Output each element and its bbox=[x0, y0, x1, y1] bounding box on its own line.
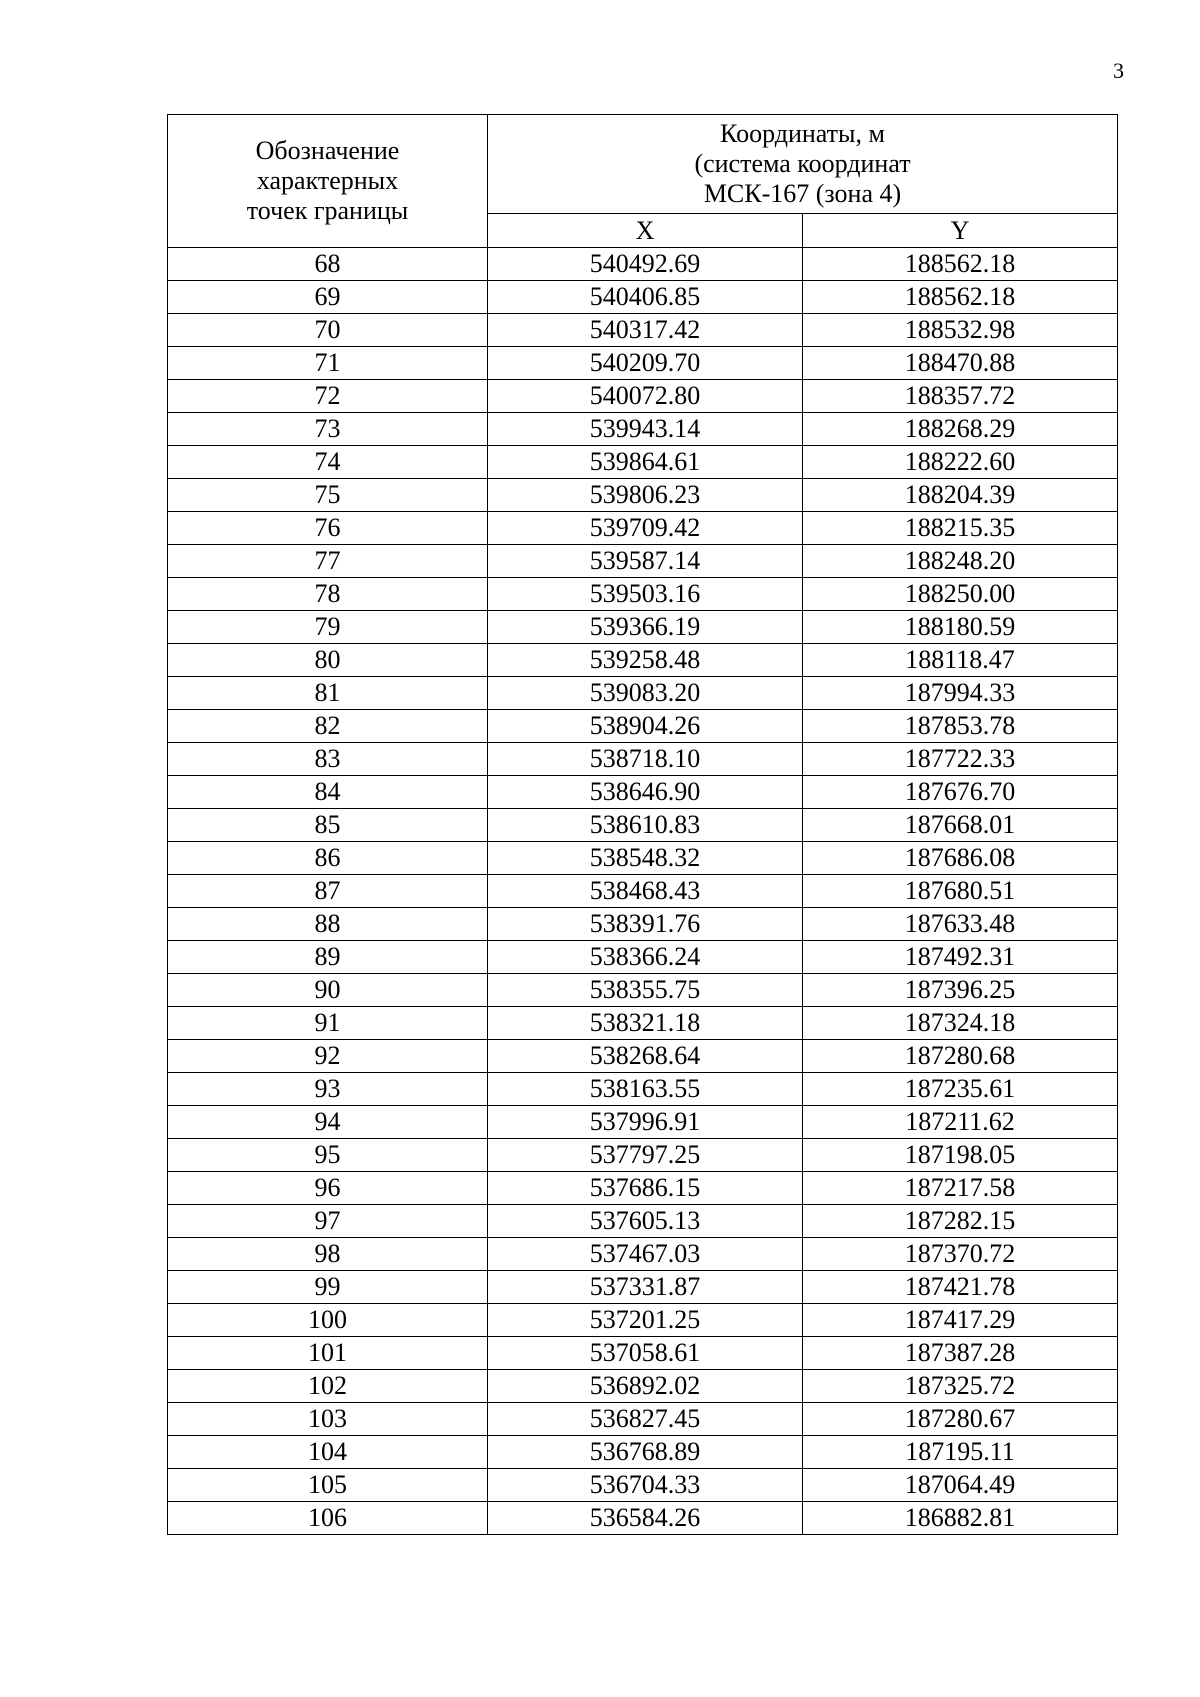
y-coordinate-cell: 187064.49 bbox=[803, 1469, 1118, 1502]
point-number-cell: 69 bbox=[168, 281, 488, 314]
table-row bbox=[168, 1403, 1118, 1436]
x-coordinate-cell: 538904.26 bbox=[488, 710, 803, 743]
y-coordinate-cell: 187668.01 bbox=[803, 809, 1118, 842]
y-coordinate-cell: 188562.18 bbox=[803, 281, 1118, 314]
table-row bbox=[168, 1436, 1118, 1469]
table-row bbox=[168, 578, 1118, 611]
x-coordinate-cell: 537467.03 bbox=[488, 1238, 803, 1271]
table-row bbox=[168, 1073, 1118, 1106]
table-row bbox=[168, 611, 1118, 644]
point-number-cell: 70 bbox=[168, 314, 488, 347]
y-coordinate-cell: 188180.59 bbox=[803, 611, 1118, 644]
x-coordinate-cell: 538163.55 bbox=[488, 1073, 803, 1106]
table-header bbox=[168, 115, 1118, 248]
y-coordinate-cell: 187676.70 bbox=[803, 776, 1118, 809]
y-coordinate-cell: 187492.31 bbox=[803, 941, 1118, 974]
table-body bbox=[168, 248, 1118, 1535]
table-row bbox=[168, 1304, 1118, 1337]
point-number-cell: 81 bbox=[168, 677, 488, 710]
y-coordinate-cell: 188248.20 bbox=[803, 545, 1118, 578]
x-coordinate-cell: 539366.19 bbox=[488, 611, 803, 644]
x-coordinate-cell: 536704.33 bbox=[488, 1469, 803, 1502]
y-coordinate-cell: 188470.88 bbox=[803, 347, 1118, 380]
point-number-cell: 102 bbox=[168, 1370, 488, 1403]
y-coordinate-cell: 188562.18 bbox=[803, 248, 1118, 281]
table-row bbox=[168, 1502, 1118, 1535]
point-number-cell: 97 bbox=[168, 1205, 488, 1238]
x-coordinate-cell: 538268.64 bbox=[488, 1040, 803, 1073]
point-number-cell: 92 bbox=[168, 1040, 488, 1073]
y-coordinate-cell: 187633.48 bbox=[803, 908, 1118, 941]
point-number-cell: 71 bbox=[168, 347, 488, 380]
point-number-cell: 101 bbox=[168, 1337, 488, 1370]
y-coordinate-cell: 188268.29 bbox=[803, 413, 1118, 446]
point-number-cell: 93 bbox=[168, 1073, 488, 1106]
table-row bbox=[168, 743, 1118, 776]
x-coordinate-cell: 538321.18 bbox=[488, 1007, 803, 1040]
table-row bbox=[168, 677, 1118, 710]
x-coordinate-cell: 540072.80 bbox=[488, 380, 803, 413]
x-coordinate-cell: 539806.23 bbox=[488, 479, 803, 512]
table-row bbox=[168, 1469, 1118, 1502]
x-coordinate-cell: 538610.83 bbox=[488, 809, 803, 842]
point-number-cell: 85 bbox=[168, 809, 488, 842]
x-coordinate-cell: 538718.10 bbox=[488, 743, 803, 776]
table-row bbox=[168, 1271, 1118, 1304]
y-coordinate-cell: 188204.39 bbox=[803, 479, 1118, 512]
point-designation-header bbox=[168, 115, 488, 248]
table-row bbox=[168, 380, 1118, 413]
point-number-cell: 95 bbox=[168, 1139, 488, 1172]
table-row bbox=[168, 1238, 1118, 1271]
y-coordinate-cell: 188215.35 bbox=[803, 512, 1118, 545]
table-row bbox=[168, 842, 1118, 875]
table-row bbox=[168, 413, 1118, 446]
table-row bbox=[168, 248, 1118, 281]
table-row bbox=[168, 347, 1118, 380]
table-row bbox=[168, 941, 1118, 974]
x-coordinate-cell: 537331.87 bbox=[488, 1271, 803, 1304]
x-coordinate-cell: 539709.42 bbox=[488, 512, 803, 545]
x-coordinate-cell: 540209.70 bbox=[488, 347, 803, 380]
point-number-cell: 106 bbox=[168, 1502, 488, 1535]
y-coordinate-cell: 187686.08 bbox=[803, 842, 1118, 875]
x-coordinate-cell: 539587.14 bbox=[488, 545, 803, 578]
point-number-cell: 105 bbox=[168, 1469, 488, 1502]
point-number-cell: 89 bbox=[168, 941, 488, 974]
y-coordinate-cell: 187282.15 bbox=[803, 1205, 1118, 1238]
x-coordinate-cell: 537686.15 bbox=[488, 1172, 803, 1205]
x-coordinate-cell: 538646.90 bbox=[488, 776, 803, 809]
y-coordinate-cell: 187722.33 bbox=[803, 743, 1118, 776]
x-coordinate-cell: 538391.76 bbox=[488, 908, 803, 941]
y-coordinate-cell: 187211.62 bbox=[803, 1106, 1118, 1139]
y-coordinate-cell: 187994.33 bbox=[803, 677, 1118, 710]
coords-header-line: МСК-167 (зона 4) bbox=[703, 179, 902, 208]
point-number-cell: 94 bbox=[168, 1106, 488, 1139]
table-row bbox=[168, 512, 1118, 545]
x-coordinate-cell: 538366.24 bbox=[488, 941, 803, 974]
point-header-line: характерных bbox=[256, 166, 399, 195]
table-row bbox=[168, 479, 1118, 512]
x-coordinate-cell: 539258.48 bbox=[488, 644, 803, 677]
coordinates-header bbox=[488, 115, 1118, 214]
y-coordinate-cell: 187680.51 bbox=[803, 875, 1118, 908]
x-coordinate-cell: 536892.02 bbox=[488, 1370, 803, 1403]
x-coordinate-cell: 540492.69 bbox=[488, 248, 803, 281]
table-row bbox=[168, 1007, 1118, 1040]
x-coordinate-cell: 536584.26 bbox=[488, 1502, 803, 1535]
table-row bbox=[168, 1172, 1118, 1205]
y-coordinate-cell: 187198.05 bbox=[803, 1139, 1118, 1172]
point-number-cell: 78 bbox=[168, 578, 488, 611]
x-coordinate-cell: 537996.91 bbox=[488, 1106, 803, 1139]
x-coordinate-cell: 540406.85 bbox=[488, 281, 803, 314]
point-number-cell: 80 bbox=[168, 644, 488, 677]
y-coordinate-cell: 187853.78 bbox=[803, 710, 1118, 743]
x-column-header: X bbox=[488, 214, 803, 248]
point-number-cell: 104 bbox=[168, 1436, 488, 1469]
point-number-cell: 96 bbox=[168, 1172, 488, 1205]
coordinates-table bbox=[167, 114, 1118, 1535]
y-coordinate-cell: 187324.18 bbox=[803, 1007, 1118, 1040]
table-row bbox=[168, 1337, 1118, 1370]
table-row bbox=[168, 776, 1118, 809]
y-coordinate-cell: 187421.78 bbox=[803, 1271, 1118, 1304]
point-number-cell: 100 bbox=[168, 1304, 488, 1337]
x-coordinate-cell: 536827.45 bbox=[488, 1403, 803, 1436]
x-coordinate-cell: 539943.14 bbox=[488, 413, 803, 446]
page-number: 3 bbox=[1113, 58, 1124, 83]
point-number-cell: 76 bbox=[168, 512, 488, 545]
point-number-cell: 103 bbox=[168, 1403, 488, 1436]
x-coordinate-cell: 538468.43 bbox=[488, 875, 803, 908]
table-row bbox=[168, 974, 1118, 1007]
point-number-cell: 72 bbox=[168, 380, 488, 413]
x-coordinate-cell: 540317.42 bbox=[488, 314, 803, 347]
table-row bbox=[168, 1040, 1118, 1073]
table-row bbox=[168, 314, 1118, 347]
x-coordinate-cell: 537797.25 bbox=[488, 1139, 803, 1172]
y-coordinate-cell: 187396.25 bbox=[803, 974, 1118, 1007]
table-row bbox=[168, 875, 1118, 908]
point-number-cell: 88 bbox=[168, 908, 488, 941]
table-row bbox=[168, 1106, 1118, 1139]
x-coordinate-cell: 539503.16 bbox=[488, 578, 803, 611]
y-coordinate-cell: 186882.81 bbox=[803, 1502, 1118, 1535]
table-row bbox=[168, 1139, 1118, 1172]
y-coordinate-cell: 187217.58 bbox=[803, 1172, 1118, 1205]
y-coordinate-cell: 187387.28 bbox=[803, 1337, 1118, 1370]
point-number-cell: 74 bbox=[168, 446, 488, 479]
point-number-cell: 73 bbox=[168, 413, 488, 446]
x-coordinate-cell: 537058.61 bbox=[488, 1337, 803, 1370]
point-number-cell: 77 bbox=[168, 545, 488, 578]
point-number-cell: 91 bbox=[168, 1007, 488, 1040]
point-number-cell: 82 bbox=[168, 710, 488, 743]
y-coordinate-cell: 188118.47 bbox=[803, 644, 1118, 677]
point-number-cell: 98 bbox=[168, 1238, 488, 1271]
x-coordinate-cell: 538355.75 bbox=[488, 974, 803, 1007]
table-row bbox=[168, 710, 1118, 743]
point-header-line: Обозначение bbox=[255, 136, 400, 165]
coords-header-line: (система координат bbox=[694, 149, 911, 178]
point-number-cell: 83 bbox=[168, 743, 488, 776]
y-coordinate-cell: 187280.67 bbox=[803, 1403, 1118, 1436]
point-header-line: точек границы bbox=[246, 196, 409, 225]
x-coordinate-cell: 539864.61 bbox=[488, 446, 803, 479]
y-coordinate-cell: 187195.11 bbox=[803, 1436, 1118, 1469]
y-coordinate-cell: 188357.72 bbox=[803, 380, 1118, 413]
y-coordinate-cell: 187280.68 bbox=[803, 1040, 1118, 1073]
table-row bbox=[168, 281, 1118, 314]
x-coordinate-cell: 539083.20 bbox=[488, 677, 803, 710]
table-row bbox=[168, 809, 1118, 842]
table-row bbox=[168, 1205, 1118, 1238]
table-row bbox=[168, 908, 1118, 941]
point-number-cell: 84 bbox=[168, 776, 488, 809]
y-column-header: Y bbox=[803, 214, 1118, 248]
point-number-cell: 75 bbox=[168, 479, 488, 512]
x-coordinate-cell: 537201.25 bbox=[488, 1304, 803, 1337]
y-coordinate-cell: 188250.00 bbox=[803, 578, 1118, 611]
point-number-cell: 68 bbox=[168, 248, 488, 281]
table-row bbox=[168, 1370, 1118, 1403]
coords-header-line: Координаты, м bbox=[720, 119, 885, 148]
table-row bbox=[168, 644, 1118, 677]
y-coordinate-cell: 188532.98 bbox=[803, 314, 1118, 347]
table-row bbox=[168, 545, 1118, 578]
point-number-cell: 90 bbox=[168, 974, 488, 1007]
y-coordinate-cell: 187370.72 bbox=[803, 1238, 1118, 1271]
x-coordinate-cell: 538548.32 bbox=[488, 842, 803, 875]
point-number-cell: 87 bbox=[168, 875, 488, 908]
y-coordinate-cell: 187325.72 bbox=[803, 1370, 1118, 1403]
x-coordinate-cell: 537605.13 bbox=[488, 1205, 803, 1238]
point-number-cell: 86 bbox=[168, 842, 488, 875]
table-row bbox=[168, 446, 1118, 479]
x-coordinate-cell: 536768.89 bbox=[488, 1436, 803, 1469]
y-coordinate-cell: 187235.61 bbox=[803, 1073, 1118, 1106]
y-coordinate-cell: 188222.60 bbox=[803, 446, 1118, 479]
point-number-cell: 99 bbox=[168, 1271, 488, 1304]
y-coordinate-cell: 187417.29 bbox=[803, 1304, 1118, 1337]
point-number-cell: 79 bbox=[168, 611, 488, 644]
